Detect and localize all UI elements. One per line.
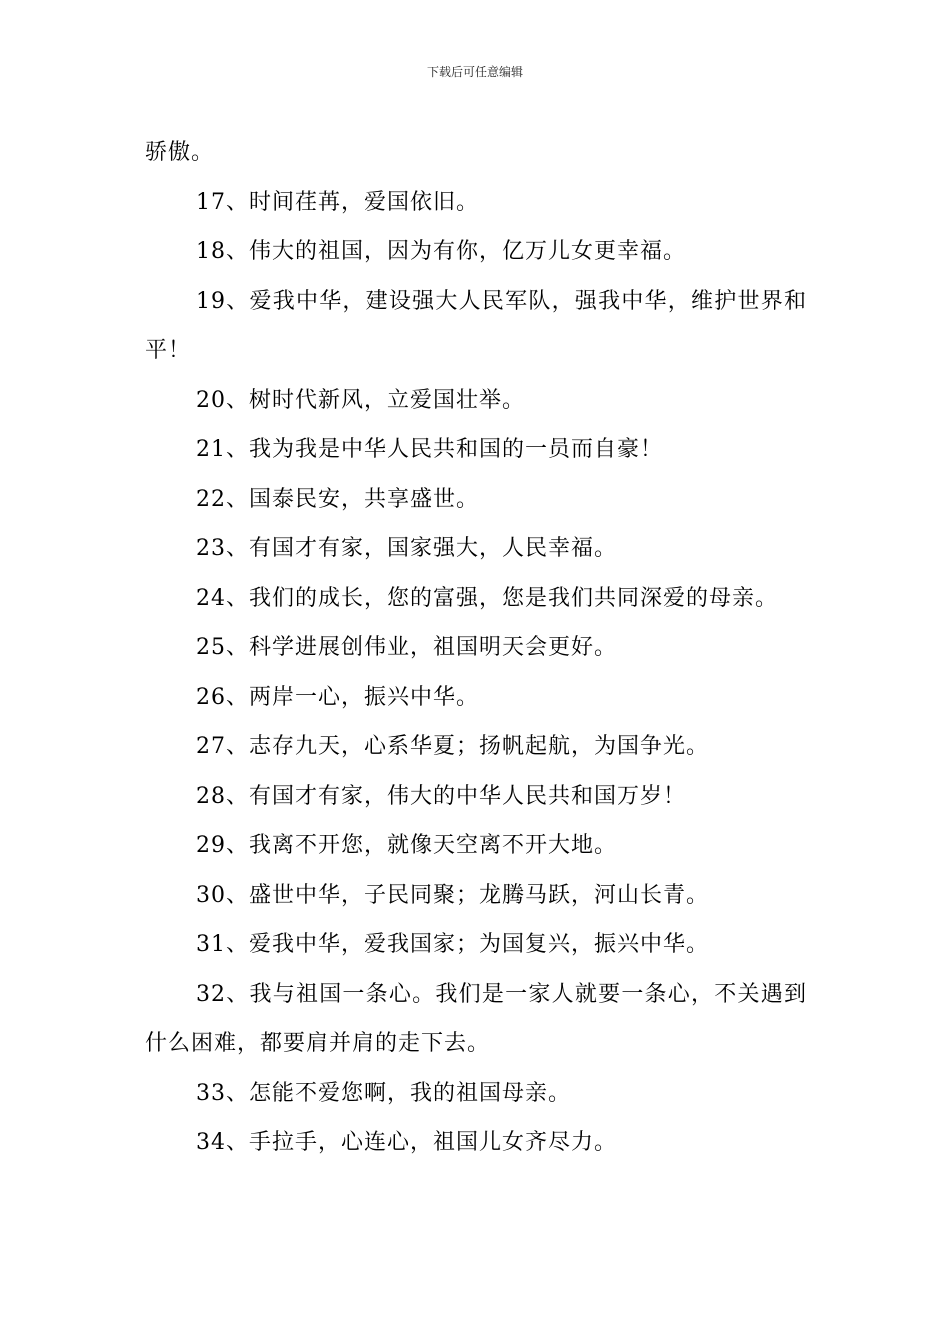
slogan-item-19: 19、爱我中华，建设强大人民军队，强我中华，维护世界和平！ (145, 288, 807, 363)
slogan-item-34: 34、手拉手，心连心，祖国儿女齐尽力。 (196, 1130, 617, 1155)
slogan-item-23: 23、有国才有家，国家强大，人民幸福。 (196, 536, 617, 561)
slogan-item-22: 22、国泰民安，共享盛世。 (196, 486, 479, 512)
document-body (145, 128, 807, 1168)
slogan-item-25: 25、科学进展创伟业，祖国明天会更好。 (196, 635, 617, 660)
slogan-item-21: 21、我为我是中华人民共和国的一员而自豪！ (196, 437, 663, 462)
header-note: 下载后可任意编辑 (426, 65, 523, 79)
paragraph-continuation: 骄傲。 (145, 140, 215, 165)
slogan-item-33: 33、怎能不爱您啊，我的祖国母亲。 (196, 1080, 571, 1106)
slogan-item-17: 17、时间荏苒，爱国依旧。 (196, 189, 479, 215)
slogan-item-18: 18、伟大的祖国，因为有你，亿万儿女更幸福。 (196, 239, 686, 264)
slogan-item-26: 26、两岸一心，振兴中华。 (196, 684, 479, 710)
slogan-item-24: 24、我们的成长，您的富强，您是我们共同深爱的母亲。 (196, 585, 778, 611)
slogan-item-20: 20、树时代新风，立爱国壮举。 (196, 387, 525, 413)
slogan-item-27: 27、志存九天，心系华夏；扬帆起航，为国争光。 (196, 734, 709, 759)
slogan-item-29: 29、我离不开您，就像天空离不开大地。 (196, 833, 617, 858)
slogan-item-28: 28、有国才有家，伟大的中华人民共和国万岁！ (196, 783, 686, 809)
slogan-item-31: 31、爱我中华，爱我国家；为国复兴，振兴中华。 (196, 932, 709, 957)
slogan-item-30: 30、盛世中华，子民同聚；龙腾马跃，河山长青。 (196, 882, 709, 908)
slogan-item-32: 32、我与祖国一条心。我们是一家人就要一条心，不关遇到什么困难，都要肩并肩的走下去。 (145, 981, 807, 1056)
